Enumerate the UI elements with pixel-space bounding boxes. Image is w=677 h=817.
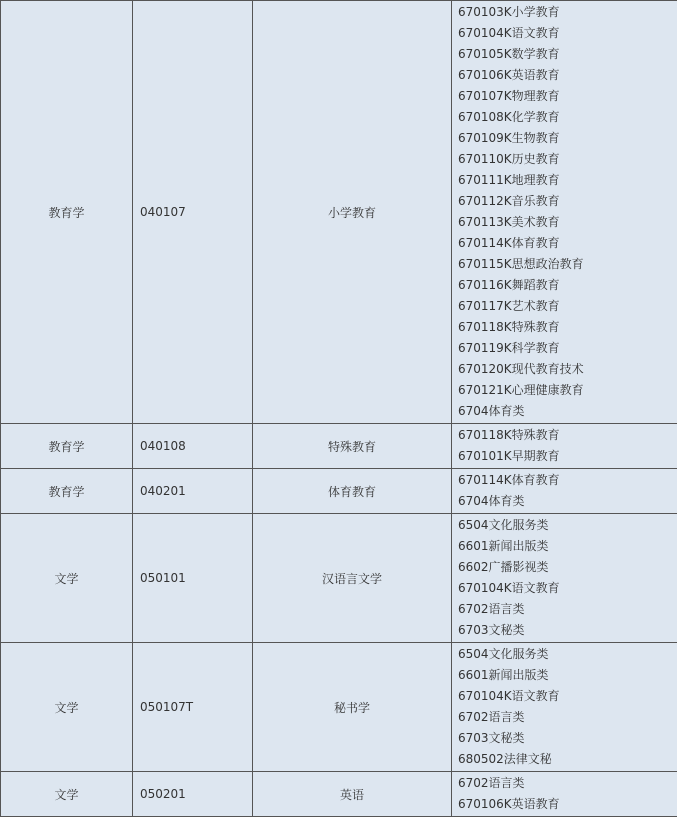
related-major-item: 670108K化学教育 xyxy=(458,107,677,128)
related-major-item: 6602广播影视类 xyxy=(458,557,677,578)
related-majors-list xyxy=(458,424,677,468)
related-major-item: 670101K早期教育 xyxy=(458,446,677,467)
related-major-item: 670104K语文教育 xyxy=(458,686,677,707)
related-major-item: 670106K英语教育 xyxy=(458,65,677,86)
related-major-item: 670111K地理教育 xyxy=(458,170,677,191)
discipline-category-cell: 教育学 xyxy=(1,1,133,424)
related-majors-cell xyxy=(452,514,677,643)
table-row xyxy=(1,514,677,643)
related-major-item: 670120K现代教育技术 xyxy=(458,359,677,380)
table-row xyxy=(1,643,677,772)
related-major-item: 670109K生物教育 xyxy=(458,128,677,149)
related-majors-list xyxy=(458,469,677,513)
table-row xyxy=(1,469,677,514)
related-major-item: 6702语言类 xyxy=(458,773,677,794)
related-major-item: 670118K特殊教育 xyxy=(458,425,677,446)
related-majors-cell xyxy=(452,424,677,469)
related-major-item: 670115K思想政治教育 xyxy=(458,254,677,275)
related-major-item: 6704体育类 xyxy=(458,491,677,512)
related-major-item: 670104K语文教育 xyxy=(458,23,677,44)
related-major-item: 6601新闻出版类 xyxy=(458,536,677,557)
related-majors-list xyxy=(458,514,677,642)
related-major-item: 670107K物理教育 xyxy=(458,86,677,107)
related-major-item: 670103K小学教育 xyxy=(458,2,677,23)
major-name-cell: 汉语言文学 xyxy=(253,514,452,643)
major-name-cell: 英语 xyxy=(253,772,452,817)
related-major-item: 6504文化服务类 xyxy=(458,644,677,665)
related-major-item: 6702语言类 xyxy=(458,599,677,620)
major-name-cell: 秘书学 xyxy=(253,643,452,772)
related-major-item: 670106K英语教育 xyxy=(458,794,677,815)
major-name-cell: 特殊教育 xyxy=(253,424,452,469)
table-row xyxy=(1,772,677,817)
discipline-category-cell: 文学 xyxy=(1,514,133,643)
related-major-item: 670119K科学教育 xyxy=(458,338,677,359)
related-major-item: 670117K艺术教育 xyxy=(458,296,677,317)
related-major-item: 670114K体育教育 xyxy=(458,233,677,254)
major-code-cell: 050107T xyxy=(133,643,253,772)
related-major-item: 6601新闻出版类 xyxy=(458,665,677,686)
related-majors-cell xyxy=(452,772,677,817)
major-name-cell: 体育教育 xyxy=(253,469,452,514)
table-row xyxy=(1,1,677,424)
major-code-cell: 050201 xyxy=(133,772,253,817)
related-major-item: 670105K数学教育 xyxy=(458,44,677,65)
related-major-item: 670113K美术教育 xyxy=(458,212,677,233)
discipline-category-cell: 文学 xyxy=(1,643,133,772)
related-major-item: 680502法律文秘 xyxy=(458,749,677,770)
related-major-item: 6704体育类 xyxy=(458,401,677,422)
major-name-cell: 小学教育 xyxy=(253,1,452,424)
discipline-category-cell: 教育学 xyxy=(1,424,133,469)
related-major-item: 670116K舞蹈教育 xyxy=(458,275,677,296)
discipline-category-cell: 教育学 xyxy=(1,469,133,514)
related-major-item: 6703文秘类 xyxy=(458,728,677,749)
major-code-cell: 050101 xyxy=(133,514,253,643)
related-majors-list xyxy=(458,1,677,423)
related-major-item: 670104K语文教育 xyxy=(458,578,677,599)
major-code-cell: 040107 xyxy=(133,1,253,424)
related-major-item: 6504文化服务类 xyxy=(458,515,677,536)
related-majors-list xyxy=(458,772,677,816)
table-body xyxy=(1,1,677,817)
related-major-item: 670114K体育教育 xyxy=(458,470,677,491)
related-majors-cell xyxy=(452,469,677,514)
related-major-item: 670110K历史教育 xyxy=(458,149,677,170)
related-major-item: 6702语言类 xyxy=(458,707,677,728)
related-major-item: 670121K心理健康教育 xyxy=(458,380,677,401)
related-major-item: 670118K特殊教育 xyxy=(458,317,677,338)
table-row xyxy=(1,424,677,469)
discipline-category-cell: 文学 xyxy=(1,772,133,817)
major-code-cell: 040201 xyxy=(133,469,253,514)
major-code-cell: 040108 xyxy=(133,424,253,469)
related-majors-list xyxy=(458,643,677,771)
related-majors-cell xyxy=(452,1,677,424)
related-major-item: 6703文秘类 xyxy=(458,620,677,641)
related-majors-cell xyxy=(452,643,677,772)
related-major-item: 670112K音乐教育 xyxy=(458,191,677,212)
